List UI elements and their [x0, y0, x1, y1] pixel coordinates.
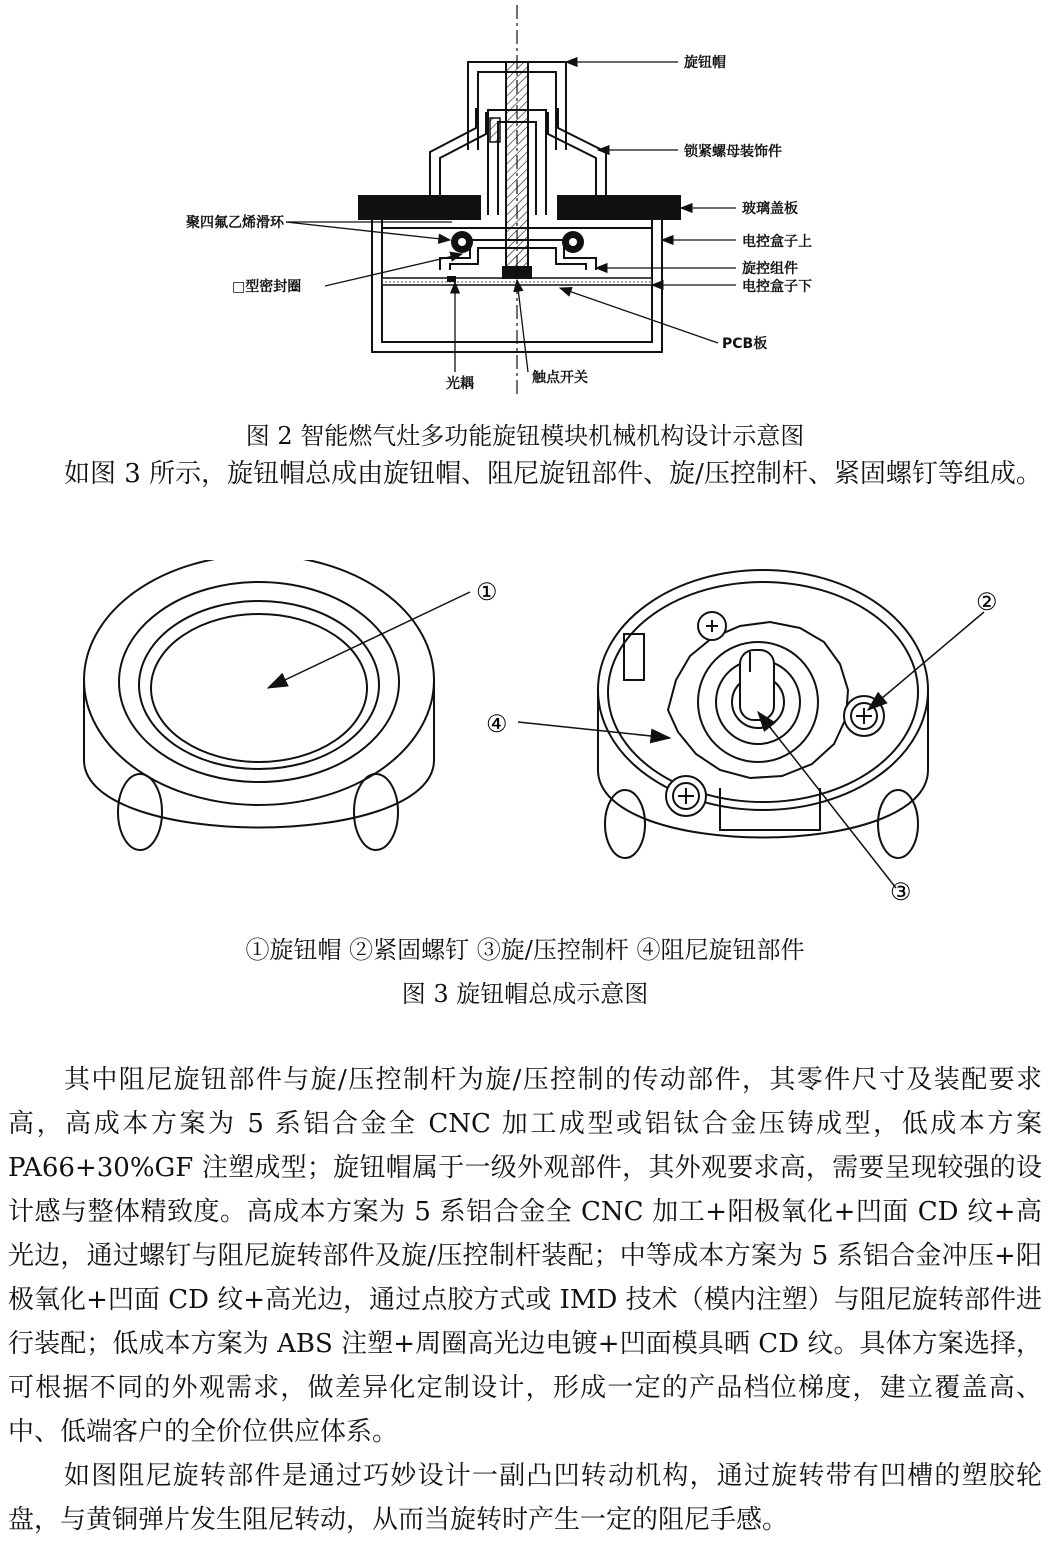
label-optocoupler: 光耦 — [446, 376, 474, 392]
label-box-lower: 电控盒子下 — [742, 279, 812, 295]
paragraph-2: 其中阻尼旋钮部件与旋/压控制杆为旋/压控制的传动部件，其零件尺寸及装配要求高，高成本方案为 5 系铝合金全 CNC 加工成型或铝钛合金压铸成型，低成本方案 PA66+30%GF 注塑成型；旋钮帽属于一级外观部件，其外观要求高，需要呈现较强的设计感与整体精致度。高成本方案为 5 系铝合金全 CNC 加工+阳极氧化+凹面 CD 纹+高光边，通过螺钉与阻尼旋转部件及旋/压控制杆装配；中等成本方案为 5 系铝合金冲压+阳极氧化+凹面 CD 纹+高光边，通过点胶方式或 IMD 技术（模内注塑）与阻尼旋转部件进行装配；低成本方案为 ABS 注塑+周圈高光边电镀+凹面模具晒 CD 纹。具体方案选择，可根据不同的外观需求，做差异化定制设计，形成一定的产品档位梯度，建立覆盖高、中、低端客户的全价位供应体系。 — [8, 1065, 1042, 1447]
paragraph-1: 如图 3 所示，旋钮帽总成由旋钮帽、阻尼旋钮部件、旋/压控制杆、紧固螺钉等组成。 — [64, 459, 1042, 489]
figure3-legend: ①旋钮帽 ②紧固螺钉 ③旋/压控制杆 ④阻尼旋钮部件 — [245, 936, 805, 964]
control-shaft — [506, 62, 528, 272]
glass-cover-left — [358, 195, 481, 220]
label-pcb: PCB板 — [722, 336, 768, 352]
marker-3: ③ — [890, 878, 912, 906]
label-ptfe-ring: 聚四氟乙烯滑环 — [186, 215, 284, 231]
paragraph-3: 如图阻尼旋转部件是通过巧妙设计一副凸凹转动机构，通过旋转带有凹槽的塑胶轮盘，与黄铜弹片发生阻尼转动，从而当旋转时产生一定的阻尼手感。 — [8, 1461, 1042, 1535]
label-box-upper: 电控盒子上 — [742, 234, 812, 250]
contact-switch — [502, 266, 532, 279]
label-knob-assembly: 旋控组件 — [742, 261, 798, 277]
figure2-caption: 图 2 智能燃气灶多功能旋钮模块机械机构设计示意图 — [245, 422, 805, 450]
knob-cap-closed — [84, 560, 434, 850]
label-lock-nut: 锁紧螺母装饰件 — [684, 144, 782, 160]
optocoupler — [447, 276, 456, 282]
label-glass-cover: 玻璃盖板 — [742, 201, 798, 217]
glass-cover-right — [557, 195, 681, 220]
label-contact-switch: 触点开关 — [532, 370, 588, 386]
figure3-drawing — [0, 560, 1050, 940]
marker-4: ④ — [486, 710, 508, 738]
label-o-ring: □型密封圈 — [232, 279, 302, 295]
figure3-caption: 图 3 旋钮帽总成示意图 — [401, 980, 649, 1008]
marker-2: ② — [976, 588, 998, 616]
figure2-drawing — [0, 0, 1050, 410]
marker-1: ① — [476, 578, 498, 606]
label-knob-cap: 旋钮帽 — [684, 55, 726, 71]
